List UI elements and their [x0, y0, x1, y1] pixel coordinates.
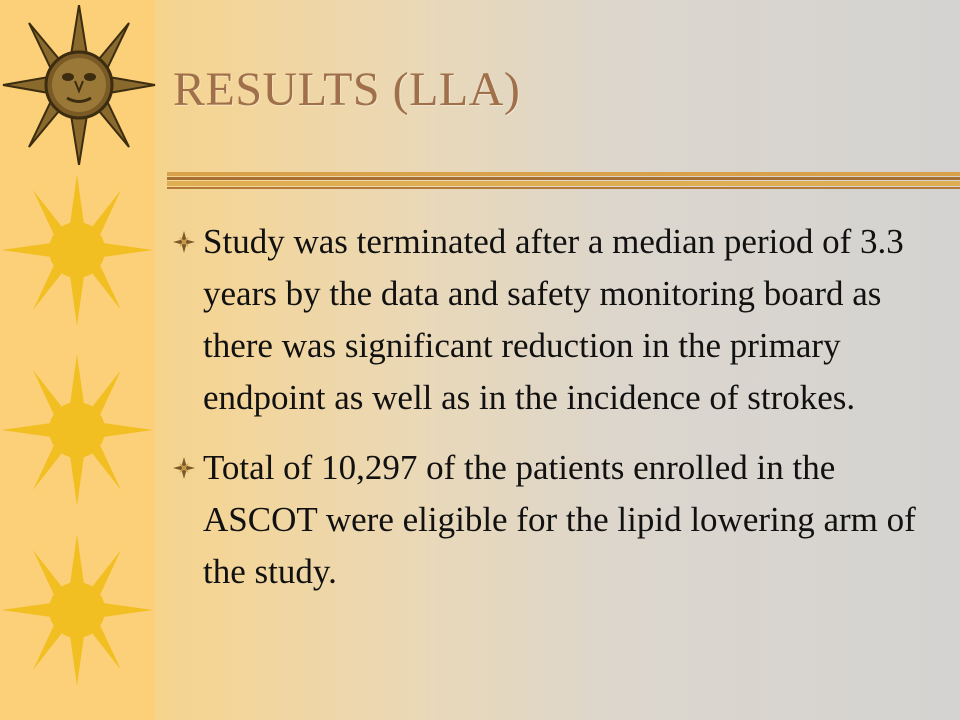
bullet-text: Total of 10,297 of the patients enrolled in the ASCOT were eligible for the lipid lowering arm of the study. — [203, 448, 916, 591]
bullet-list — [172, 216, 947, 616]
sun-icon — [0, 350, 155, 510]
title-divider — [167, 172, 960, 189]
sun-face-icon — [2, 5, 156, 165]
bullet-text: Study was terminated after a median period of 3.3 years by the data and safety monitoring board as there was significant reduction in the primary endpoint as well as in the incidence of strokes. — [203, 222, 904, 417]
bullet-item — [172, 216, 947, 424]
sun-icon — [0, 530, 155, 690]
star-bullet-icon — [172, 230, 196, 254]
slide-title: RESULTS (LLA) — [173, 63, 521, 116]
bullet-item — [172, 442, 947, 598]
star-bullet-icon — [172, 456, 196, 480]
sun-icon — [0, 170, 155, 330]
